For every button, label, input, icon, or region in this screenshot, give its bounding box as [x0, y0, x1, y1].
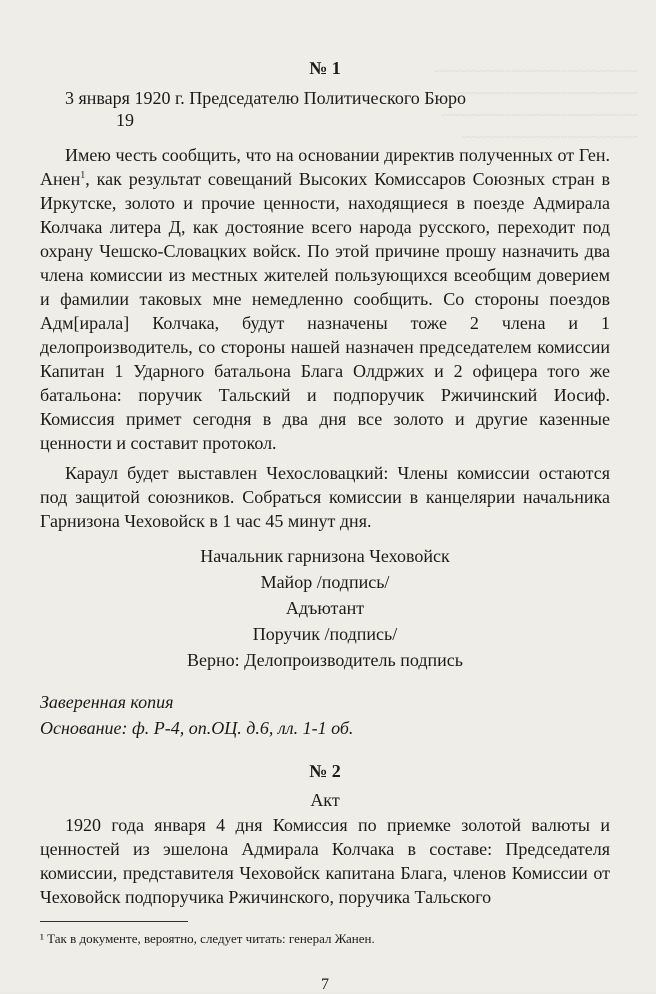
source-note — [40, 689, 610, 741]
signature-line: Начальник гарнизона Чеховойск — [200, 546, 450, 566]
footnote-divider — [40, 921, 188, 922]
document-1-index: 19 — [116, 110, 134, 130]
document-1-paragraph-2: Караул будет выставлен Чехословацкий: Члены комиссии остаются под защитой союзников. Собраться комиссии в канцелярии начальника Гарнизона Чеховойск в 1 час 45 минут дня. — [40, 463, 610, 531]
signature-line: Майор /подпись/ — [260, 572, 390, 592]
document-1-number: № 1 — [309, 58, 341, 78]
signature-line: Поручик /подпись/ — [252, 624, 398, 644]
archive-basis-note: Основание: ф. Р-4, оп.ОЦ. д.6, лл. 1-1 об. — [40, 718, 354, 738]
signature-line: Верно: Делопроизводитель подпись — [187, 650, 463, 670]
document-2-paragraph: 1920 года января 4 дня Комиссия по приемке золотой валюты и ценностей из эшелона Адмирала Колчака в составе: Председателя комиссии, представителя Чеховойск капитана Блага, членов Комиссии от Чеховойск подпоручика Ржичинского, поручика Тальского — [40, 815, 610, 907]
page-number: 7 — [321, 976, 329, 993]
document-2-number: № 2 — [309, 761, 341, 781]
bleed-through-text: ~~~~~~~~~~~~~~~~~~~~~~~~~~~~~ ~~~~~~~~~~~~~~~~~~~~~~~~~~ ~~~~~~~~~~~~~~~~~~~~~~~~~~~~ ~~~~~~~~~~~~~~~~~~~~~~~~~ — [434, 63, 638, 144]
footnote-marker: 1 — [80, 170, 86, 181]
signature-line: Адъютант — [285, 598, 365, 618]
certified-copy-note: Заверенная копия — [40, 692, 174, 712]
document-1-date-line: 3 января 1920 г. Председателю Политического Бюро — [65, 88, 467, 108]
signature-block — [40, 543, 610, 673]
footnote: ¹ Так в документе, вероятно, следует читать: генерал Жанен. — [40, 931, 375, 946]
document-2-title: Акт — [310, 790, 340, 810]
document-1-heading — [65, 87, 610, 131]
document-1-paragraph-1: Имею честь сообщить, что на основании директив полученных от Ген. Анен$^1$, как результат совещаний Высоких Комиссаров Союзных стран в Иркутске, золото и прочие ценности, находящиеся в поезде Адмирала Колчака литера Д, как достояние всего народа русского, переходит под охрану Чешско-Словацких войск. По этой причине прошу назначить два члена комиссии из местных жителей пользующихся всеобщим доверием и фамилии таковых мне немедленно сообщить. Со стороны поездов Адм[ирала] Колчака, будут назначены тоже 2 члена и 1 делопроизводитель, со стороны нашей назначен председателем комиссии Капитан 1 Ударного батальона Блага Олдржих и 2 офицера того же батальона: поручик Тальский и подпоручик Ржичинский Иосиф. Комиссия примет сегодня в два дня все золото и другие казенные ценности и составит протокол. — [40, 145, 610, 453]
